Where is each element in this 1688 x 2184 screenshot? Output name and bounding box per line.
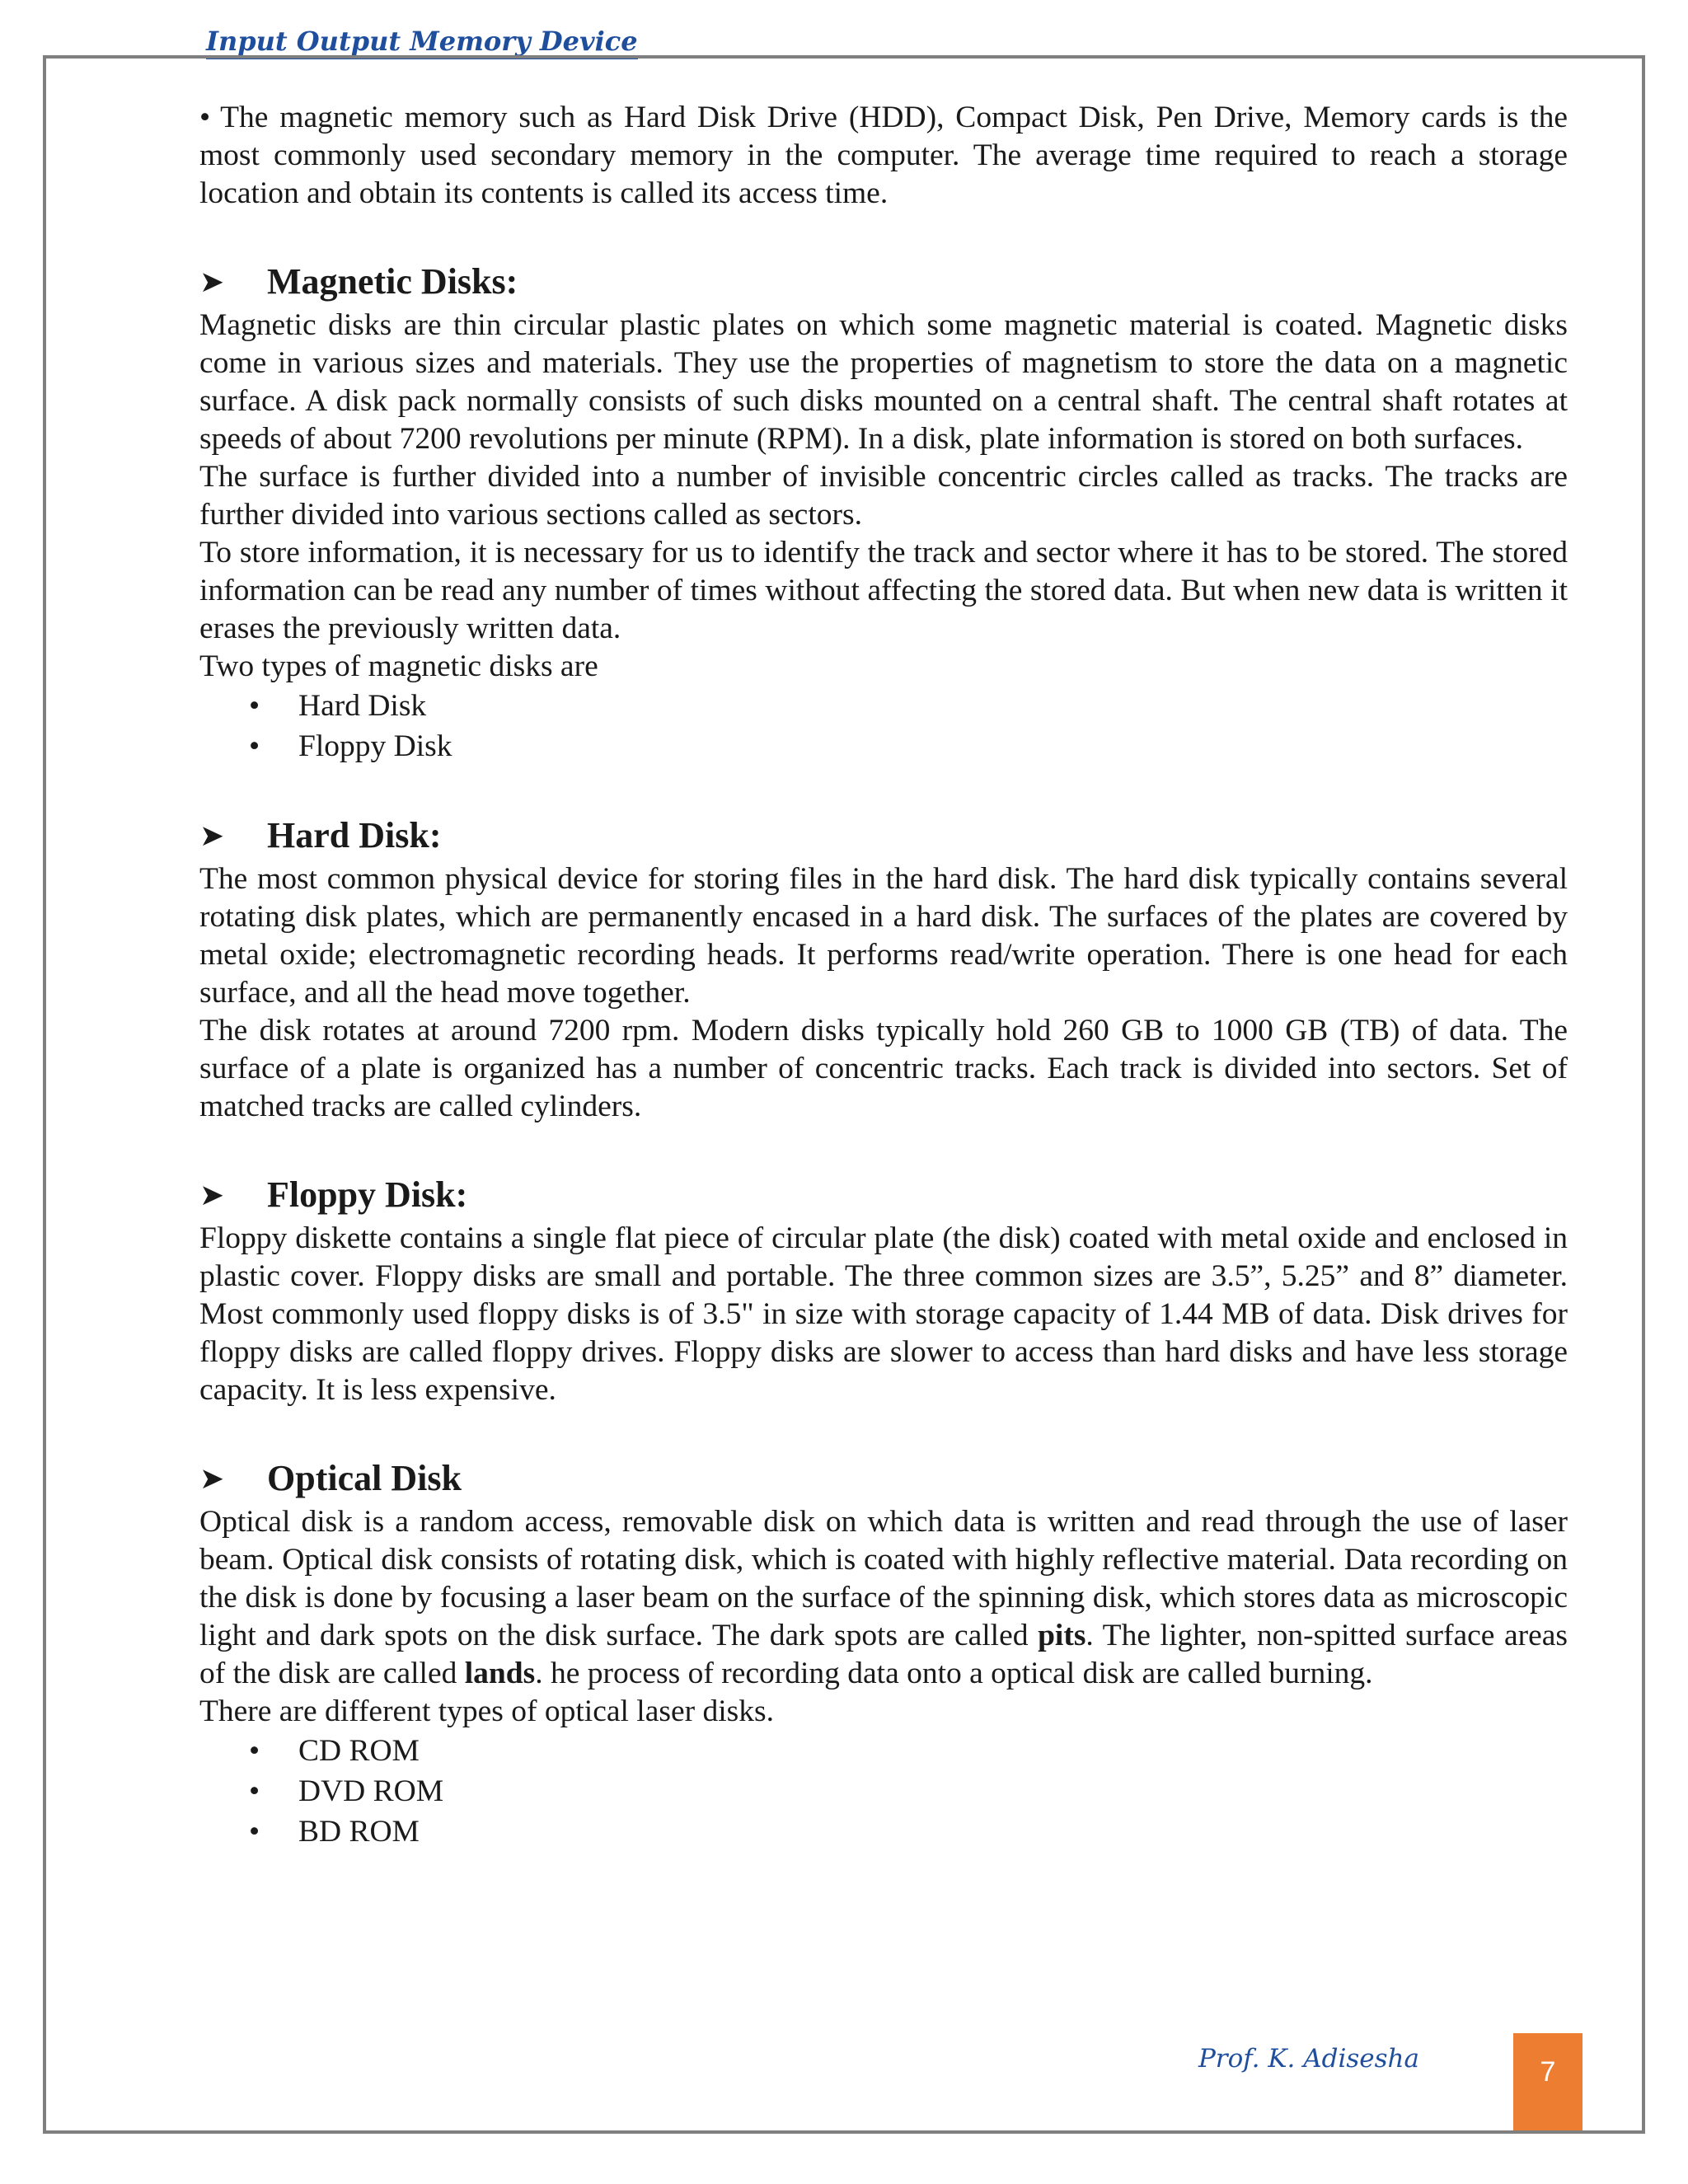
hard-disk-heading [199, 811, 1568, 860]
arrow-bullet-icon: ➤ [199, 819, 225, 852]
floppy-disk-heading [199, 1170, 1568, 1220]
floppy-disk-heading-text: Floppy Disk: [267, 1174, 468, 1215]
magnetic-disks-heading-text: Magnetic Disks: [267, 261, 518, 302]
document-body [199, 99, 1568, 1852]
magnetic-disk-types-list [199, 686, 1568, 766]
floppy-disk-paragraph: Floppy diskette contains a single flat piece of circular plate (the disk) coated with metal oxide and enclosed in plastic cover. Floppy disks are small and portable. The three common sizes are 3.5”, 5.25” and 8” diameter. Most commonly used floppy disks is of 3.5" in size with storage capacity of 1.44 MB of data. Disk drives for floppy disks are called floppy drives. Floppy disks are slower to access than hard disks and have less storage capacity. It is less expensive. [199, 1221, 1568, 1407]
list-item: • Hard Disk [199, 686, 1568, 726]
lands-term: lands [464, 1657, 536, 1690]
optical-disk-paragraph-1 [199, 1503, 1568, 1693]
hard-disk-paragraph-1: The most common physical device for storing files in the hard disk. The hard disk typically contains several rotating disk plates, which are permanently encased in a hard disk. The surfaces of the plates are covered by metal oxide; electromagnetic recording heads. It performs read/write operation. There is one head for each surface, and all the head move together. [199, 862, 1568, 1010]
list-item: • BD ROM [199, 1811, 1568, 1852]
magnetic-paragraph-3: To store information, it is necessary for us to identify the track and sector where it has to be stored. The stored information can be read any number of times without affecting the stored data. But when new data is written it erases the previously written data. [199, 536, 1568, 645]
footer-author: Prof. K. Adisesha [1198, 2044, 1419, 2074]
arrow-bullet-icon: ➤ [199, 1462, 225, 1495]
intro-text: The magnetic memory such as Hard Disk Drive (HDD), Compact Disk, Pen Drive, Memory cards is the most commonly used secondary memory in the computer. The average time required to reach a storage location and obtain its contents is called its access time. [199, 101, 1568, 210]
page-number: 7 [1540, 2056, 1556, 2088]
intro-paragraph [199, 99, 1568, 213]
optical-text-a: Optical disk is a random access, removable disk on which data is written and read through the use of laser beam. Optical disk consists of rotating disk, which is coated with highly reflective material. Data recording on the disk is done by focusing a laser beam on the surface of the spinning disk, which stores data as microscopic light and dark spots on the disk surface. The dark spots are called [199, 1505, 1568, 1652]
hard-disk-paragraph-2: The disk rotates at around 7200 rpm. Modern disks typically hold 260 GB to 1000 GB (TB) of data. The surface of a plate is organized has a number of concentric tracks. Each track is divided into sectors. Set of matched tracks are called cylinders. [199, 1014, 1568, 1123]
optical-text-c: . he process of recording data onto a optical disk are called burning. [535, 1657, 1373, 1690]
optical-disk-paragraph-2: There are different types of optical laser disks. [199, 1694, 774, 1728]
list-item: • Floppy Disk [199, 726, 1568, 766]
optical-disk-types-list [199, 1731, 1568, 1852]
list-item: • CD ROM [199, 1731, 1568, 1771]
page-header-title: Input Output Memory Device [206, 25, 638, 59]
arrow-bullet-icon: ➤ [199, 265, 225, 298]
arrow-bullet-icon: ➤ [199, 1179, 225, 1212]
magnetic-paragraph-1: Magnetic disks are thin circular plastic plates on which some magnetic material is coated. Magnetic disks come in various sizes and materials. They use the properties of magnetism to store the data on a magnetic surface. A disk pack normally consists of such disks mounted on a central shaft. The central shaft rotates at speeds of about 7200 revolutions per minute (RPM). In a disk, plate information is stored on both surfaces. [199, 308, 1568, 456]
magnetic-disks-heading [199, 257, 1568, 307]
list-item: • DVD ROM [199, 1771, 1568, 1811]
optical-text-b: . The lighter, non-spitted surface areas of the disk are called [199, 1619, 1568, 1690]
pits-term: pits [1038, 1619, 1086, 1652]
magnetic-paragraph-4: Two types of magnetic disks are [199, 649, 598, 683]
optical-disk-heading [199, 1454, 1568, 1503]
magnetic-paragraph-2: The surface is further divided into a number of invisible concentric circles called as tracks. The tracks are further divided into various sections called as sectors. [199, 460, 1568, 532]
hard-disk-heading-text: Hard Disk: [267, 815, 442, 855]
page-number-badge [1513, 2033, 1582, 2130]
optical-disk-heading-text: Optical Disk [267, 1458, 462, 1498]
